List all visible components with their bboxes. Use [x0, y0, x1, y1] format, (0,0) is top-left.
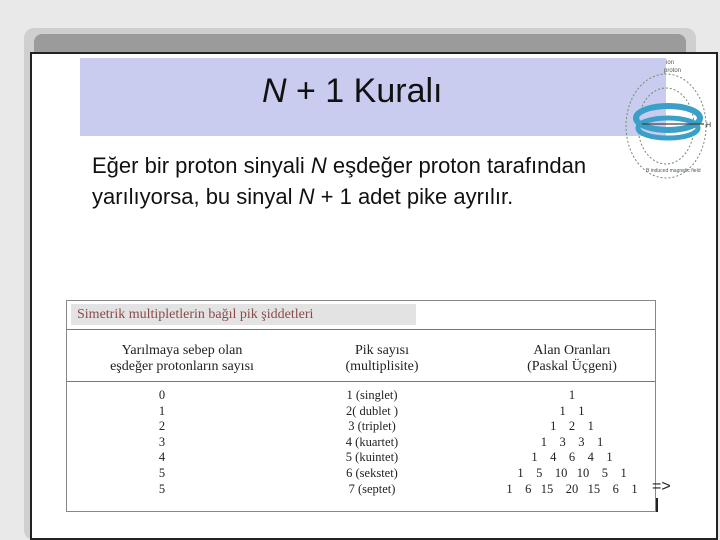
text-cursor	[656, 498, 658, 512]
row-3-pascal: 1 3 3 1	[540, 434, 604, 449]
table-rule-header	[67, 381, 655, 382]
row-0-pascal: 1	[568, 388, 576, 402]
row-5-pascal: 1 5 10 10 5 1	[517, 466, 627, 480]
header-col2-line2: (multiplisite)	[345, 359, 419, 374]
header-area-ratios	[487, 343, 657, 375]
slide-title	[262, 72, 562, 111]
row-2-multiplicity: 3 (triplet)	[348, 419, 396, 434]
body-part3: + 1 adet pike ayrılır.	[314, 184, 514, 209]
body-part1: Eğer bir proton sinyali	[92, 153, 311, 178]
multiplet-table	[66, 300, 656, 512]
row-3-equivalent-protons: 3	[158, 434, 166, 449]
row-6-pascal: 1 6 15 20 15 6 1	[506, 481, 638, 496]
header-col3-line2: (Paskal Üçgeni)	[527, 359, 617, 374]
header-equivalent-protons	[67, 343, 297, 375]
header-col2-line1: Pik sayısı	[354, 343, 410, 358]
title-text: + 1 Kuralı	[286, 72, 443, 110]
diagram-label-bottom: B induced magnetic field	[646, 168, 701, 174]
body-part2: eşdeğer proton tarafından yarılıyorsa, bu sinyal	[92, 153, 587, 209]
row-5-equivalent-protons: 5	[158, 466, 166, 480]
row-6-equivalent-protons: 5	[158, 481, 166, 496]
row-0-multiplicity: 1 (singlet)	[346, 388, 398, 402]
slide-top-bar	[34, 34, 686, 52]
row-4-equivalent-protons: 4	[158, 450, 166, 465]
table-caption: Simetrik multipletlerin bağıl pik şiddetleri	[71, 304, 416, 325]
row-2-equivalent-protons: 2	[158, 419, 166, 434]
row-0-equivalent-protons: 0	[158, 388, 166, 402]
row-4-multiplicity: 5 (kuintet)	[345, 450, 399, 465]
row-3-multiplicity: 4 (kuartet)	[345, 434, 399, 449]
diagram-label-top: ion	[666, 60, 675, 66]
row-1-equivalent-protons: 1	[158, 403, 166, 418]
body-var1: N	[310, 153, 327, 178]
row-1-multiplicity: 2( dublet )	[345, 403, 399, 418]
row-2-pascal: 1 2 1	[550, 419, 594, 434]
rule-description	[92, 150, 692, 212]
row-1-pascal: 1 1	[559, 403, 585, 418]
row-6-multiplicity: 7 (septet)	[348, 481, 396, 496]
diagram-label-mid: proton	[664, 68, 682, 74]
table-rule-top	[67, 329, 655, 330]
header-col1-line2: eşdeğer protonların sayısı	[110, 359, 254, 374]
body-var2: N	[298, 184, 315, 209]
diagram-label-h: H	[706, 122, 712, 129]
header-col1-line1: Yarılmaya sebep olan	[121, 343, 243, 358]
header-col3-line1: Alan Oranları	[533, 343, 611, 358]
row-4-pascal: 1 4 6 4 1	[531, 450, 613, 465]
row-5-multiplicity: 6 (sekstet)	[346, 466, 398, 480]
next-arrow: =>	[652, 478, 671, 495]
title-variable: N	[262, 72, 287, 110]
header-peak-count	[297, 343, 467, 375]
